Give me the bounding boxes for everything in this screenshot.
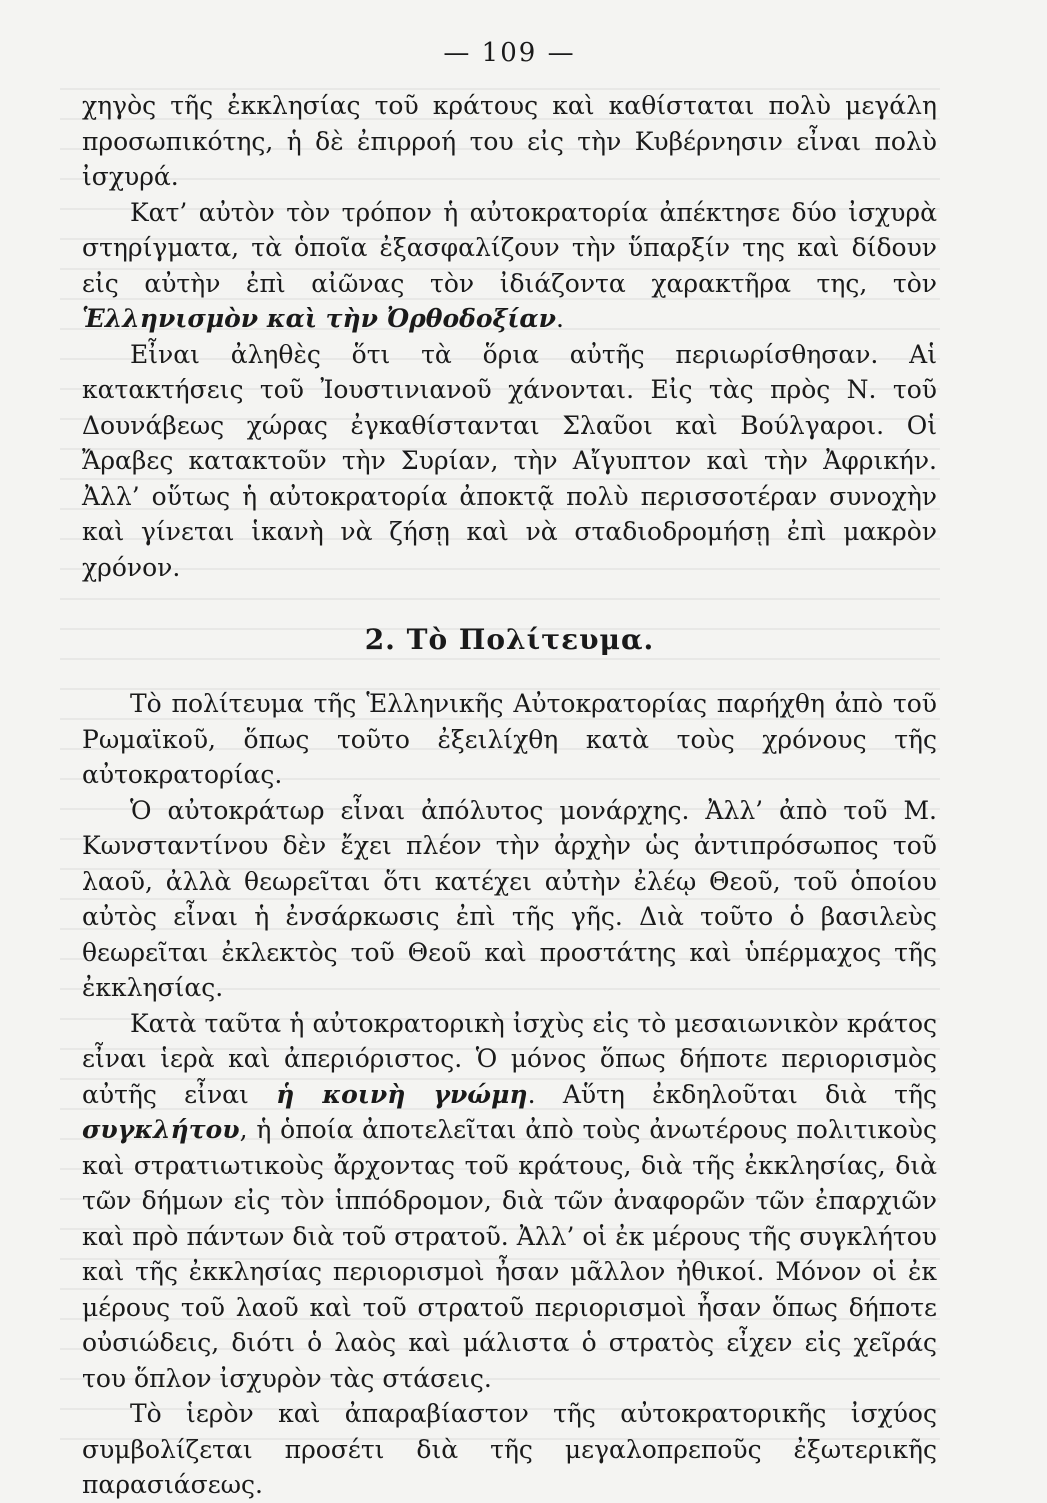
paragraph-continuation: χηγὸς τῆς ἐκκλησίας τοῦ κράτους καὶ καθίσταται πολὺ μεγάλη προσωπικότης, ἡ δὲ ἐπιρροή του εἰς τὴν Κυβέρνησιν εἶναι πολὺ ἰσχυρά.	[82, 91, 937, 191]
paragraph-text-end: .	[556, 304, 564, 333]
paragraph-public-opinion	[82, 1006, 937, 1397]
section-heading: 2. Τὸ Πολίτευμα.	[364, 623, 655, 656]
emphasis-hellenism-orthodoxy: Ἑλληνισμὸν καὶ τὴν Ὀρθοδοξίαν	[82, 304, 556, 333]
emphasis-senate: συγκλήτου	[82, 1115, 240, 1144]
paragraph-text: Κατ’ αὐτὸν τὸν τρόπον ἡ αὐτοκρατορία ἀπέκτησε δύο ἰσχυρὰ στηρίγματα, τὰ ὁποῖα ἐξασφαλίζουν τὴν ὕπαρξίν της καὶ δίδουν εἰς αὐτὴν ἐπὶ αἰῶνας τὸν ἰδιάζοντα χαρακτῆρα της, τὸν	[82, 197, 937, 298]
paragraph-text-b: . Αὕτη ἐκδηλοῦται διὰ τῆς	[527, 1079, 937, 1109]
paragraph-polity-origin: Τὸ πολίτευμα τῆς Ἑλληνικῆς Αὐτοκρατορίας παρήχθη ἀπὸ τοῦ Ρωμαϊκοῦ, ὅπως τοῦτο ἐξειλίχθη κατὰ τοὺς χρόνους τῆς αὐτοκρατορίας.	[82, 689, 937, 789]
paragraph-text-a: Κατὰ ταῦτα ἡ αὐτοκρατορικὴ ἰσχὺς εἰς τὸ μεσαιωνικὸν κράτος εἶναι ἱερὰ καὶ ἀπεριόριστος. Ὁ μόνος ὅπως δήποτε περιορισμὸς αὐτῆς εἶναι	[82, 1008, 937, 1109]
page-number: — 109 —	[443, 38, 576, 68]
paragraph-two-supports	[82, 195, 937, 337]
paragraph-text-c: , ἡ ὁποία ἀποτελεῖται ἀπὸ τοὺς ἀνωτέρους πολιτικοὺς καὶ στρατιωτικοὺς ἄρχοντας τοῦ κράτους, διὰ τῆς ἐκκλησίας, διὰ τῶν δήμων εἰς τὸν ἱππόδρομον, διὰ τῶν ἀναφορῶν τῶν ἐπαρχιῶν καὶ πρὸ πάντων διὰ τοῦ στρατοῦ. Ἀλλ’ οἱ ἐκ μέρους τῆς συγκλήτου καὶ τῆς ἐκκλησίας περιορισμοὶ ἦσαν μᾶλλον ἠθικοί. Μόνον οἱ ἐκ μέρους τοῦ λαοῦ καὶ τοῦ στρατοῦ περιορισμοὶ ἦσαν ὅπως δήποτε οὐσιώδεις, διότι ὁ λαὸς καὶ μάλιστα ὁ στρατὸς εἶχεν εἰς χεῖράς του ὅπλον ἰσχυρὸν τὰς στάσεις.	[82, 1115, 937, 1393]
paragraph-emperor-absolute: Ὁ αὐτοκράτωρ εἶναι ἀπόλυτος μονάρχης. Ἀλλ’ ἀπὸ τοῦ Μ. Κωνσταντίνου δὲν ἔχει πλέον τὴν ἀρχὴν ὡς ἀντιπρόσωπος τοῦ λαοῦ, ἀλλὰ θεωρεῖται ὅτι κατέχει αὐτὴν ἐλέῳ Θεοῦ, τοῦ ὁποίου αὐτὸς εἶναι ἡ ἐνσάρκωσις ἐπὶ τῆς γῆς. Διὰ τοῦτο ὁ βασιλεὺς θεωρεῖται ἐκλεκτὸς τοῦ Θεοῦ καὶ προστάτης καὶ ὑπέρμαχος τῆς ἐκκλησίας.	[82, 795, 937, 1002]
paragraph-territorial-losses: Εἶναι ἀληθὲς ὅτι τὰ ὅρια αὐτῆς περιωρίσθησαν. Αἱ κατακτήσεις τοῦ Ἰουστινιανοῦ χάνονται. Εἰς τὰς πρὸς Ν. τοῦ Δουνάβεως χώρας ἐγκαθίστανται Σλαῦοι καὶ Βούλγαροι. Οἱ Ἄραβες κατακτοῦν τὴν Συρίαν, τὴν Αἴγυπτον καὶ τὴν Ἀφρικήν. Ἀλλ’ οὕτως ἡ αὐτοκρατορία ἀποκτᾷ πολὺ περισσοτέραν συνοχὴν καὶ γίνεται ἱκανὴ νὰ ζήσῃ καὶ νὰ σταδιοδρομήσῃ ἐπὶ μακρὸν χρόνον.	[82, 339, 937, 582]
paragraph-sacred-power: Τὸ ἱερὸν καὶ ἀπαραβίαστον τῆς αὐτοκρατορικῆς ἰσχύος συμβολίζεται προσέτι διὰ τῆς μεγαλοπρεποῦς ἐξωτερικῆς παρασιάσεως.	[82, 1399, 937, 1499]
emphasis-public-opinion: ἡ κοινὴ γνώμη	[276, 1079, 528, 1109]
